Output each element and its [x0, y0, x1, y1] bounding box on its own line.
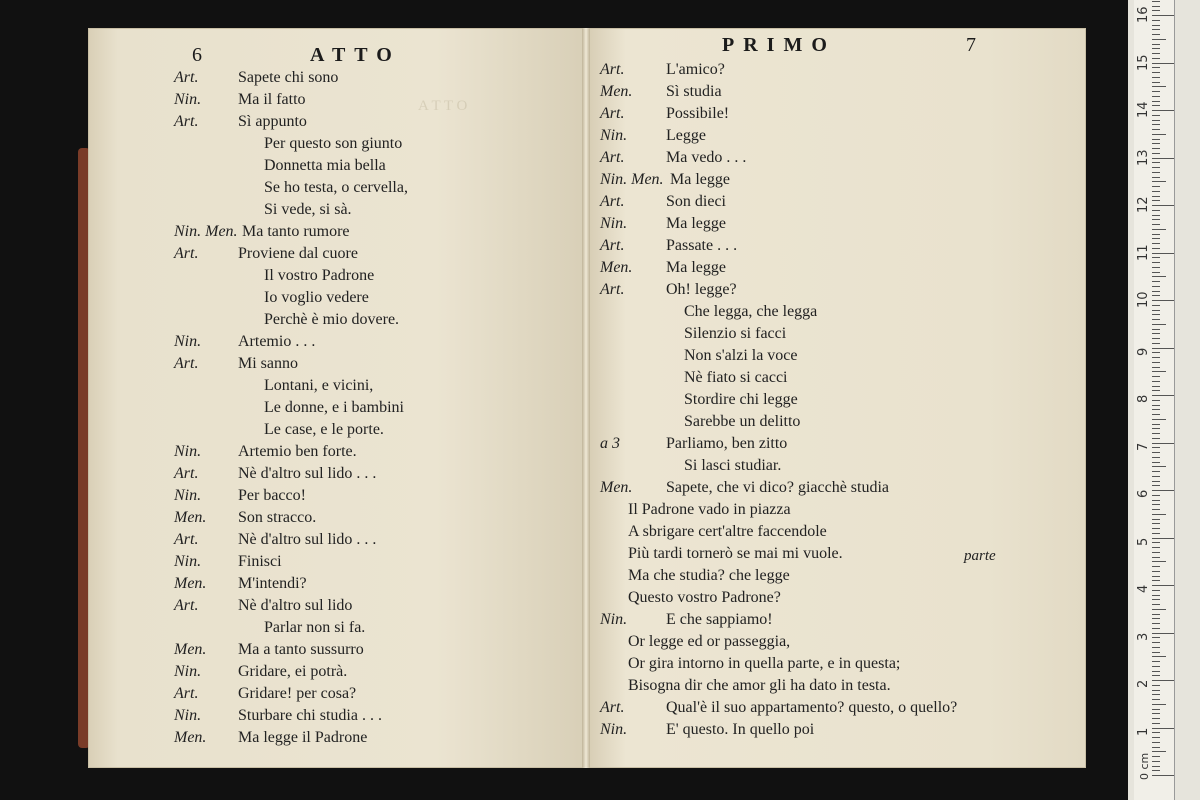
ruler-tick — [1152, 495, 1160, 496]
ruler-tick — [1152, 44, 1160, 45]
speaker-label: Art. — [174, 69, 199, 86]
line-text: Ma vedo . . . — [666, 149, 747, 166]
ruler-tick — [1152, 1, 1160, 2]
ruler-tick — [1152, 272, 1160, 273]
ruler-number: 9 — [1136, 347, 1151, 356]
line-text: Parlar non si fa. — [264, 619, 366, 636]
ruler-tick — [1152, 314, 1160, 315]
open-book — [88, 28, 1088, 776]
speaker-label: Nin. — [174, 333, 202, 350]
ruler-tick — [1152, 105, 1160, 106]
speaker-label: Art. — [600, 281, 625, 298]
ruler-tick — [1152, 775, 1174, 776]
ruler-tick — [1152, 766, 1160, 767]
ruler-tick — [1152, 405, 1160, 406]
speaker-label: Men. — [174, 575, 207, 592]
speaker-label: Nin. Men. — [600, 171, 664, 188]
speaker-label: Nin. — [600, 215, 628, 232]
speaker-label: Men. — [174, 641, 207, 658]
right-page-number: 7 — [966, 34, 976, 56]
ruler-tick — [1152, 348, 1174, 349]
ruler-tick — [1152, 262, 1160, 263]
ruler-tick — [1152, 162, 1160, 163]
ruler-tick — [1152, 756, 1160, 757]
line-text: Perchè è mio dovere. — [264, 311, 400, 328]
speaker-label: Art. — [174, 245, 199, 262]
ruler-tick — [1152, 219, 1160, 220]
ruler-tick — [1152, 96, 1160, 97]
ruler-tick — [1152, 172, 1160, 173]
line-text: Ma che studia? che legge — [628, 567, 790, 584]
line-text: A sbrigare cert'altre faccendole — [628, 523, 827, 540]
ruler-tick — [1152, 642, 1160, 643]
line-text: Ma legge — [670, 171, 730, 188]
ruler-number: 2 — [1136, 679, 1151, 688]
ruler-tick — [1152, 452, 1160, 453]
ruler-tick — [1152, 514, 1166, 515]
ruler-tick — [1152, 295, 1160, 296]
ruler-tick — [1152, 585, 1174, 586]
line-text: Sarebbe un delitto — [684, 413, 801, 430]
line-text: M'intendi? — [238, 575, 307, 592]
ruler-tick — [1152, 652, 1160, 653]
ruler-tick — [1152, 504, 1160, 505]
line-text: Ma legge il Padrone — [238, 729, 368, 746]
ruler-tick — [1152, 386, 1160, 387]
ruler-tick — [1152, 63, 1174, 64]
ruler-tick — [1152, 72, 1160, 73]
line-text: Se ho testa, o cervella, — [264, 179, 408, 196]
ruler-tick — [1152, 15, 1174, 16]
line-text: Questo vostro Padrone? — [628, 589, 781, 606]
speaker-label: Men. — [600, 83, 633, 100]
ruler-tick — [1152, 509, 1160, 510]
ruler-tick — [1152, 248, 1160, 249]
line-text: Proviene dal cuore — [238, 245, 358, 262]
ruler-tick — [1152, 462, 1160, 463]
ruler-tick — [1152, 329, 1160, 330]
ruler-tick — [1152, 91, 1160, 92]
ruler-tick — [1152, 77, 1160, 78]
ruler-tick — [1152, 424, 1160, 425]
ruler-tick — [1152, 476, 1160, 477]
ruler-tick — [1152, 690, 1160, 691]
ruler-tick — [1152, 590, 1160, 591]
ruler-tick — [1152, 181, 1166, 182]
ruler-number: 14 — [1136, 101, 1151, 118]
ruler-tick — [1152, 433, 1160, 434]
line-text: Finisci — [238, 553, 282, 570]
ruler-number: 8 — [1136, 394, 1151, 403]
line-text: Gridare! per cosa? — [238, 685, 357, 702]
line-text: Or gira intorno in quella parte, e in questa; — [628, 655, 901, 672]
ruler-tick — [1152, 580, 1160, 581]
ruler-tick — [1152, 234, 1160, 235]
line-text: Parliamo, ben zitto — [666, 435, 788, 452]
ruler-tick — [1152, 618, 1160, 619]
ruler-tick — [1152, 200, 1160, 201]
ruler-tick — [1152, 110, 1174, 111]
ruler-tick — [1152, 205, 1174, 206]
ruler-tick — [1152, 656, 1166, 657]
ruler-tick — [1152, 561, 1166, 562]
line-text: Non s'alzi la voce — [684, 347, 798, 364]
line-text: Son dieci — [666, 193, 726, 210]
ruler-tick — [1152, 485, 1160, 486]
stage-direction: parte — [964, 548, 996, 564]
ruler-tick — [1152, 737, 1160, 738]
ruler-tick — [1152, 352, 1160, 353]
ruler-tick — [1152, 291, 1160, 292]
ruler-tick — [1152, 362, 1160, 363]
ruler-tick — [1152, 139, 1160, 140]
line-text: Più tardi tornerò se mai mi vuole. — [628, 545, 843, 562]
ruler-tick — [1152, 557, 1160, 558]
ruler-tick — [1152, 419, 1166, 420]
line-text: Artemio . . . — [238, 333, 316, 350]
ruler-tick — [1152, 547, 1160, 548]
ruler-tick — [1152, 67, 1160, 68]
ruler-tick — [1152, 685, 1160, 686]
ruler-number: 5 — [1136, 537, 1151, 546]
speaker-label: Art. — [600, 61, 625, 78]
ruler-tick — [1152, 694, 1160, 695]
ruler-number: 12 — [1136, 196, 1151, 213]
ruler-tick — [1152, 29, 1160, 30]
ruler-tick — [1152, 409, 1160, 410]
line-text: Il vostro Padrone — [264, 267, 375, 284]
ruler-tick — [1152, 699, 1160, 700]
line-text: Per questo son giunto — [264, 135, 403, 152]
ruler-tick — [1152, 143, 1160, 144]
speaker-label: Men. — [600, 479, 633, 496]
line-text: Lontani, e vicini, — [264, 377, 374, 394]
ruler-tick — [1152, 666, 1160, 667]
ruler-tick — [1152, 381, 1160, 382]
line-text: Silenzio si facci — [684, 325, 787, 342]
ruler-tick — [1152, 466, 1166, 467]
ruler-tick — [1152, 86, 1166, 87]
ruler-tick — [1152, 229, 1166, 230]
line-text: E che sappiamo! — [666, 611, 773, 628]
speaker-label: Art. — [174, 597, 199, 614]
speaker-label: Art. — [600, 193, 625, 210]
left-page-number: 6 — [192, 44, 202, 66]
ruler-tick — [1152, 25, 1160, 26]
ruler-tick — [1152, 395, 1174, 396]
speaker-label: Nin. Men. — [174, 223, 238, 240]
ruler-tick — [1152, 533, 1160, 534]
ruler-tick — [1152, 490, 1174, 491]
ruler-tick — [1152, 552, 1160, 553]
measuring-ruler — [1128, 0, 1200, 800]
speaker-label: Nin. — [174, 91, 202, 108]
line-text: Legge — [666, 127, 706, 144]
ruler-tick — [1152, 333, 1160, 334]
line-text: Stordire chi legge — [684, 391, 798, 408]
show-through-text: A T T O — [418, 98, 468, 114]
ruler-tick — [1152, 186, 1160, 187]
ruler-tick — [1152, 675, 1160, 676]
ruler-tick — [1152, 53, 1160, 54]
ruler-number: 11 — [1136, 243, 1151, 261]
ruler-tick — [1152, 680, 1174, 681]
ruler-tick — [1152, 614, 1160, 615]
ruler-tick — [1152, 443, 1174, 444]
speaker-label: Art. — [600, 237, 625, 254]
ruler-tick — [1152, 10, 1160, 11]
line-text: Le case, e le porte. — [264, 421, 384, 438]
speaker-label: Nin. — [174, 553, 202, 570]
right-page-header: PRIMO — [722, 34, 836, 56]
ruler-number: 10 — [1136, 291, 1151, 308]
ruler-tick — [1152, 728, 1174, 729]
speaker-label: Nin. — [600, 127, 628, 144]
line-text: Io voglio vedere — [264, 289, 369, 306]
line-text: Sapete, che vi dico? giacchè studia — [666, 479, 890, 496]
speaker-label: Art. — [600, 699, 625, 716]
ruler-tick — [1152, 253, 1174, 254]
speaker-label: Men. — [600, 259, 633, 276]
ruler-tick — [1152, 732, 1160, 733]
ruler-tick — [1152, 191, 1160, 192]
ruler-tick — [1152, 167, 1160, 168]
line-text: Per bacco! — [238, 487, 306, 504]
ruler-tick — [1152, 481, 1160, 482]
ruler-number: 1 — [1136, 727, 1151, 736]
speaker-label: Art. — [174, 685, 199, 702]
ruler-tick — [1152, 343, 1160, 344]
speaker-label: Nin. — [600, 611, 628, 628]
ruler-tick — [1152, 742, 1160, 743]
ruler-tick — [1152, 210, 1160, 211]
ruler-tick — [1152, 34, 1160, 35]
ruler-tick — [1152, 390, 1160, 391]
ruler-tick — [1152, 243, 1160, 244]
ruler-tick — [1152, 500, 1160, 501]
ruler-tick — [1152, 153, 1160, 154]
ruler-tick — [1152, 158, 1174, 159]
ruler-tick — [1152, 661, 1160, 662]
ruler-number: 6 — [1136, 489, 1151, 498]
ruler-tick — [1152, 599, 1160, 600]
ruler-tick — [1152, 414, 1160, 415]
ruler-tick — [1152, 519, 1160, 520]
ruler-tick — [1152, 718, 1160, 719]
ruler-tick — [1152, 300, 1174, 301]
line-text: Nè fiato si cacci — [684, 369, 788, 386]
ruler-unit-label: 0 cm — [1138, 752, 1151, 780]
ruler-tick — [1152, 542, 1160, 543]
ruler-tick — [1152, 471, 1160, 472]
ruler-tick — [1152, 371, 1166, 372]
speaker-label: Art. — [174, 355, 199, 372]
line-text: Nè d'altro sul lido — [238, 597, 353, 614]
ruler-tick — [1152, 671, 1160, 672]
line-text: Oh! legge? — [666, 281, 737, 298]
speaker-label: Nin. — [174, 707, 202, 724]
line-text: Qual'è il suo appartamento? questo, o quello? — [666, 699, 958, 716]
ruler-tick — [1152, 115, 1160, 116]
speaker-label: Art. — [600, 149, 625, 166]
ruler-tick — [1152, 129, 1160, 130]
ruler-tick — [1152, 566, 1160, 567]
line-text: L'amico? — [666, 61, 725, 78]
ruler-tick — [1152, 400, 1160, 401]
speaker-label: Nin. — [600, 721, 628, 738]
ruler-tick — [1152, 528, 1160, 529]
speaker-label: Nin. — [174, 443, 202, 460]
line-text: Possibile! — [666, 105, 730, 122]
speaker-label: Art. — [174, 531, 199, 548]
ruler-tick — [1152, 457, 1160, 458]
right-page — [586, 28, 1086, 768]
line-text: Ma legge — [666, 259, 726, 276]
ruler-tick — [1152, 196, 1160, 197]
ruler-tick — [1152, 310, 1160, 311]
speaker-label: a 3 — [600, 435, 620, 452]
ruler-tick — [1152, 633, 1174, 634]
speaker-label: Art. — [174, 113, 199, 130]
ruler-number: 16 — [1136, 6, 1151, 23]
ruler-tick — [1152, 6, 1160, 7]
line-text: Sturbare chi studia . . . — [238, 707, 382, 724]
ruler-tick — [1152, 376, 1160, 377]
ruler-tick — [1152, 595, 1160, 596]
ruler-tick — [1152, 148, 1160, 149]
ruler-tick — [1152, 628, 1160, 629]
ruler-tick — [1152, 20, 1160, 21]
ruler-tick — [1152, 704, 1166, 705]
ruler-tick — [1152, 39, 1166, 40]
line-text: Son stracco. — [238, 509, 317, 526]
ruler-tick — [1152, 319, 1160, 320]
line-text: Ma legge — [666, 215, 726, 232]
ruler-number: 4 — [1136, 584, 1151, 593]
line-text: Artemio ben forte. — [238, 443, 357, 460]
ruler-tick — [1152, 215, 1160, 216]
ruler-tick — [1152, 367, 1160, 368]
line-text: Gridare, ei potrà. — [238, 663, 348, 680]
ruler-tick — [1152, 609, 1166, 610]
ruler-tick — [1152, 276, 1166, 277]
line-text: Si vede, si sà. — [264, 201, 352, 218]
left-page-header: ATTO — [310, 44, 401, 66]
ruler-tick — [1152, 576, 1160, 577]
line-text: Ma a tanto sussurro — [238, 641, 364, 658]
ruler-tick — [1152, 709, 1160, 710]
speaker-label: Men. — [174, 729, 207, 746]
line-text: Sì studia — [666, 83, 722, 100]
speaker-label: Art. — [600, 105, 625, 122]
ruler-tick — [1152, 751, 1166, 752]
ruler-tick — [1152, 101, 1160, 102]
ruler-number: 13 — [1136, 148, 1151, 166]
ruler-tick — [1152, 538, 1174, 539]
speaker-label: Art. — [174, 465, 199, 482]
ruler-tick — [1152, 723, 1160, 724]
ruler-number: 7 — [1136, 442, 1151, 451]
ruler-tick — [1152, 238, 1160, 239]
line-text: Si lasci studiar. — [684, 457, 782, 474]
ruler-tick — [1152, 637, 1160, 638]
ruler-tick — [1152, 324, 1166, 325]
ruler-tick — [1152, 647, 1160, 648]
left-page — [88, 28, 586, 768]
ruler-tick — [1152, 82, 1160, 83]
ruler-tick — [1152, 305, 1160, 306]
ruler-tick — [1152, 281, 1160, 282]
book-spine — [582, 28, 590, 768]
ruler-tick — [1152, 357, 1160, 358]
line-text: Che legga, che legga — [684, 303, 818, 320]
line-text: Sapete chi sono — [238, 69, 339, 86]
ruler-tick — [1152, 257, 1160, 258]
ruler-tick — [1152, 286, 1160, 287]
ruler-tick — [1152, 58, 1160, 59]
ruler-tick — [1152, 224, 1160, 225]
ruler-tick — [1152, 747, 1160, 748]
line-text: Ma il fatto — [238, 91, 306, 108]
line-text: Sì appunto — [238, 113, 307, 130]
ruler-tick — [1152, 267, 1160, 268]
line-text: Mi sanno — [238, 355, 298, 372]
line-text: Nè d'altro sul lido . . . — [238, 465, 377, 482]
ruler-tick — [1152, 48, 1160, 49]
ruler-tick — [1152, 604, 1160, 605]
speaker-label: Nin. — [174, 663, 202, 680]
ruler-tick — [1152, 447, 1160, 448]
line-text: Passate . . . — [666, 237, 738, 254]
ruler-tick — [1152, 761, 1160, 762]
ruler-tick — [1152, 571, 1160, 572]
ruler-tick — [1152, 428, 1160, 429]
ruler-number: 15 — [1136, 53, 1151, 71]
line-text: Or legge ed or passeggia, — [628, 633, 791, 650]
ruler-tick — [1152, 623, 1160, 624]
line-text: Ma tanto rumore — [242, 223, 350, 240]
line-text: Donnetta mia bella — [264, 157, 386, 174]
speaker-label: Men. — [174, 509, 207, 526]
ruler-tick — [1152, 713, 1160, 714]
ruler-tick — [1152, 523, 1160, 524]
line-text: E' questo. In quello poi — [666, 721, 815, 738]
ruler-number: 3 — [1136, 632, 1151, 641]
ruler-tick — [1152, 124, 1160, 125]
line-text: Le donne, e i bambini — [264, 399, 404, 416]
ruler-tick — [1152, 134, 1166, 135]
line-text: Nè d'altro sul lido . . . — [238, 531, 377, 548]
speaker-label: Nin. — [174, 487, 202, 504]
ruler-tick — [1152, 338, 1160, 339]
ruler-tick — [1152, 770, 1160, 771]
ruler-tick — [1152, 120, 1160, 121]
ruler-tick — [1152, 438, 1160, 439]
line-text: Bisogna dir che amor gli ha dato in testa. — [628, 677, 891, 694]
line-text: Il Padrone vado in piazza — [628, 501, 791, 518]
ruler-tick — [1152, 177, 1160, 178]
